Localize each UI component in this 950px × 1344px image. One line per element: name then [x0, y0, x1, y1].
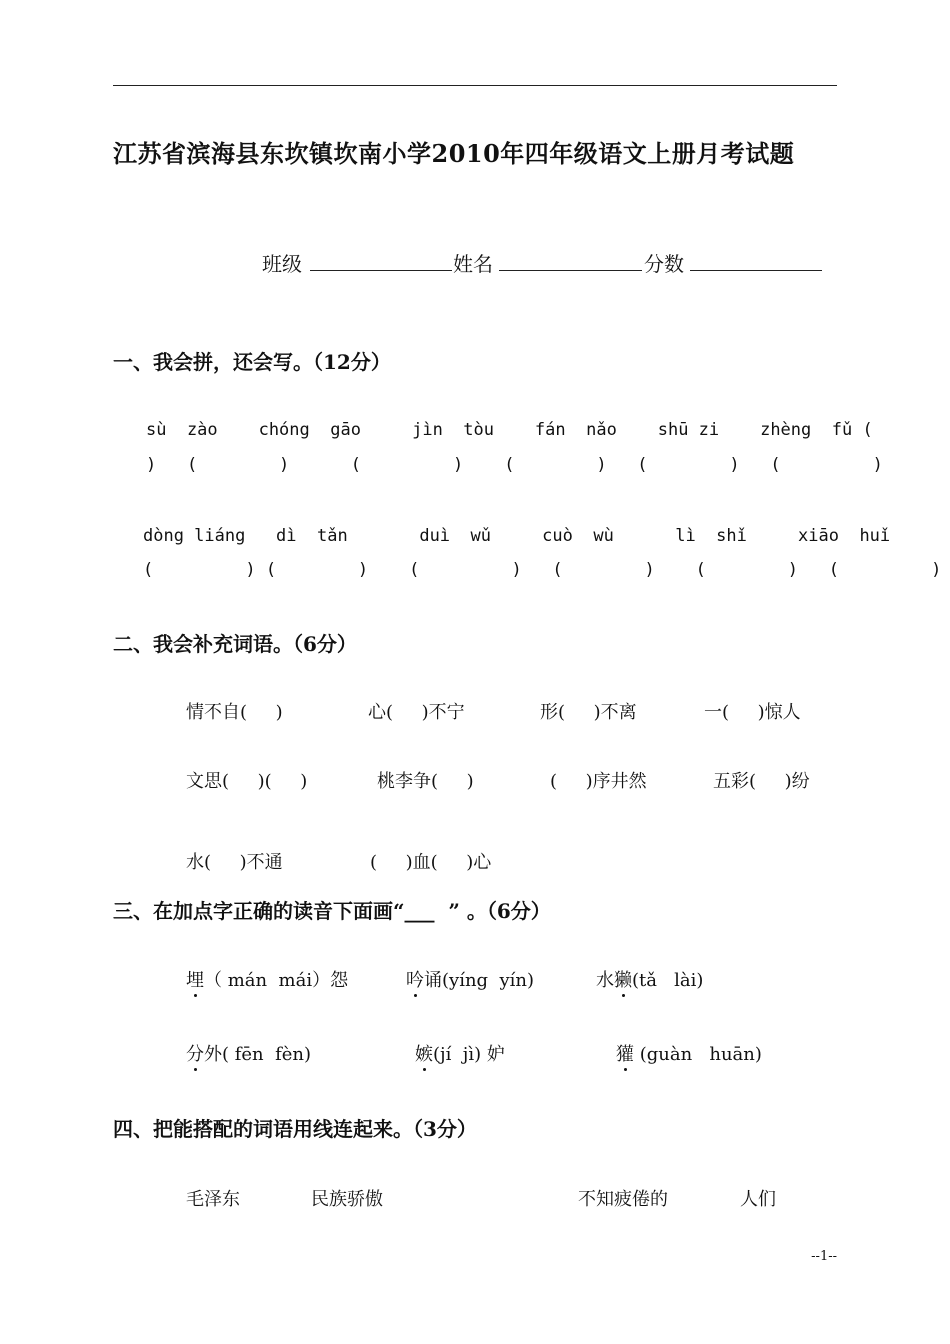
match-word[interactable]: 人们 — [740, 1189, 776, 1210]
class-blank[interactable] — [310, 270, 452, 271]
top-rule — [113, 85, 837, 86]
dotted-char: 獭 — [614, 970, 632, 991]
idiom-item: ( )血( )心 — [370, 852, 492, 873]
reading-options: (guàn huān) — [634, 1044, 762, 1065]
name-blank[interactable] — [499, 270, 642, 271]
idiom-item: 桃李争( ) — [377, 771, 474, 792]
idiom-item: 情不自( ) — [186, 702, 283, 723]
section-1-pinyin-row-2: dòng liáng dì tǎn duì wǔ cuò wù lì shǐ xiāo huǐ — [143, 526, 891, 546]
reading-item — [186, 966, 348, 992]
dotted-char: 嫉 — [415, 1044, 433, 1065]
score-blank[interactable] — [690, 270, 822, 271]
idiom-item: ( )序井然 — [550, 771, 647, 792]
section-4-heading: 四、把能搭配的词语用线连起来。（3分） — [113, 1117, 477, 1141]
reading-options: 外( fēn fèn) — [204, 1044, 312, 1065]
score-label: 分数 — [644, 252, 684, 276]
section-1-heading: 一、我会拼，还会写。（12分） — [113, 350, 391, 374]
page-number: --1-- — [811, 1249, 837, 1264]
reading-item — [406, 966, 534, 992]
section-3-heading: 三、在加点字正确的读音下面画“___ ” 。（6分） — [113, 899, 551, 923]
section-2-heading: 二、我会补充词语。（6分） — [113, 632, 357, 656]
reading-item — [415, 1040, 505, 1066]
match-word[interactable]: 不知疲倦的 — [578, 1189, 668, 1210]
idiom-item: 一( )惊人 — [704, 702, 801, 723]
dotted-char: 獾 — [616, 1044, 634, 1065]
dotted-char: 埋 — [186, 970, 204, 991]
idiom-item: 水( )不通 — [186, 852, 283, 873]
name-label: 姓名 — [453, 252, 493, 276]
dotted-char: 吟 — [406, 970, 424, 991]
match-word[interactable]: 毛泽东 — [186, 1189, 240, 1210]
reading-options: (tǎ lài) — [632, 970, 704, 991]
match-word[interactable]: 民族骄傲 — [311, 1189, 383, 1210]
reading-item — [616, 1040, 762, 1066]
idiom-item: 形( )不离 — [540, 702, 637, 723]
dotted-char: 分 — [186, 1044, 204, 1065]
reading-options: (jí jì) 妒 — [433, 1044, 505, 1065]
page-title: 江苏省滨海县东坎镇坎南小学2010年四年级语文上册月考试题 — [113, 139, 795, 168]
section-1-pinyin-row-1: sù zào chóng gāo jìn tòu fán nǎo shū zi zhèng fǔ ( — [146, 420, 873, 440]
section-1-bracket-row-1: ) ( ) ( ) ( ) ( ) ( ) — [146, 455, 883, 475]
section-1-bracket-row-2: ( ) ( ) ( ) ( ) ( ) ( ) — [143, 560, 942, 580]
class-label: 班级 — [262, 252, 302, 276]
reading-options: （ mán mái）怨 — [204, 970, 349, 991]
idiom-item: 文思( )( ) — [186, 771, 308, 792]
reading-options: 诵(yíng yín) — [424, 970, 535, 991]
reading-item — [596, 966, 703, 992]
idiom-item: 五彩( )纷 — [713, 771, 810, 792]
idiom-item: 心( )不宁 — [368, 702, 465, 723]
reading-item — [186, 1040, 311, 1066]
reading-prefix: 水 — [596, 970, 614, 991]
